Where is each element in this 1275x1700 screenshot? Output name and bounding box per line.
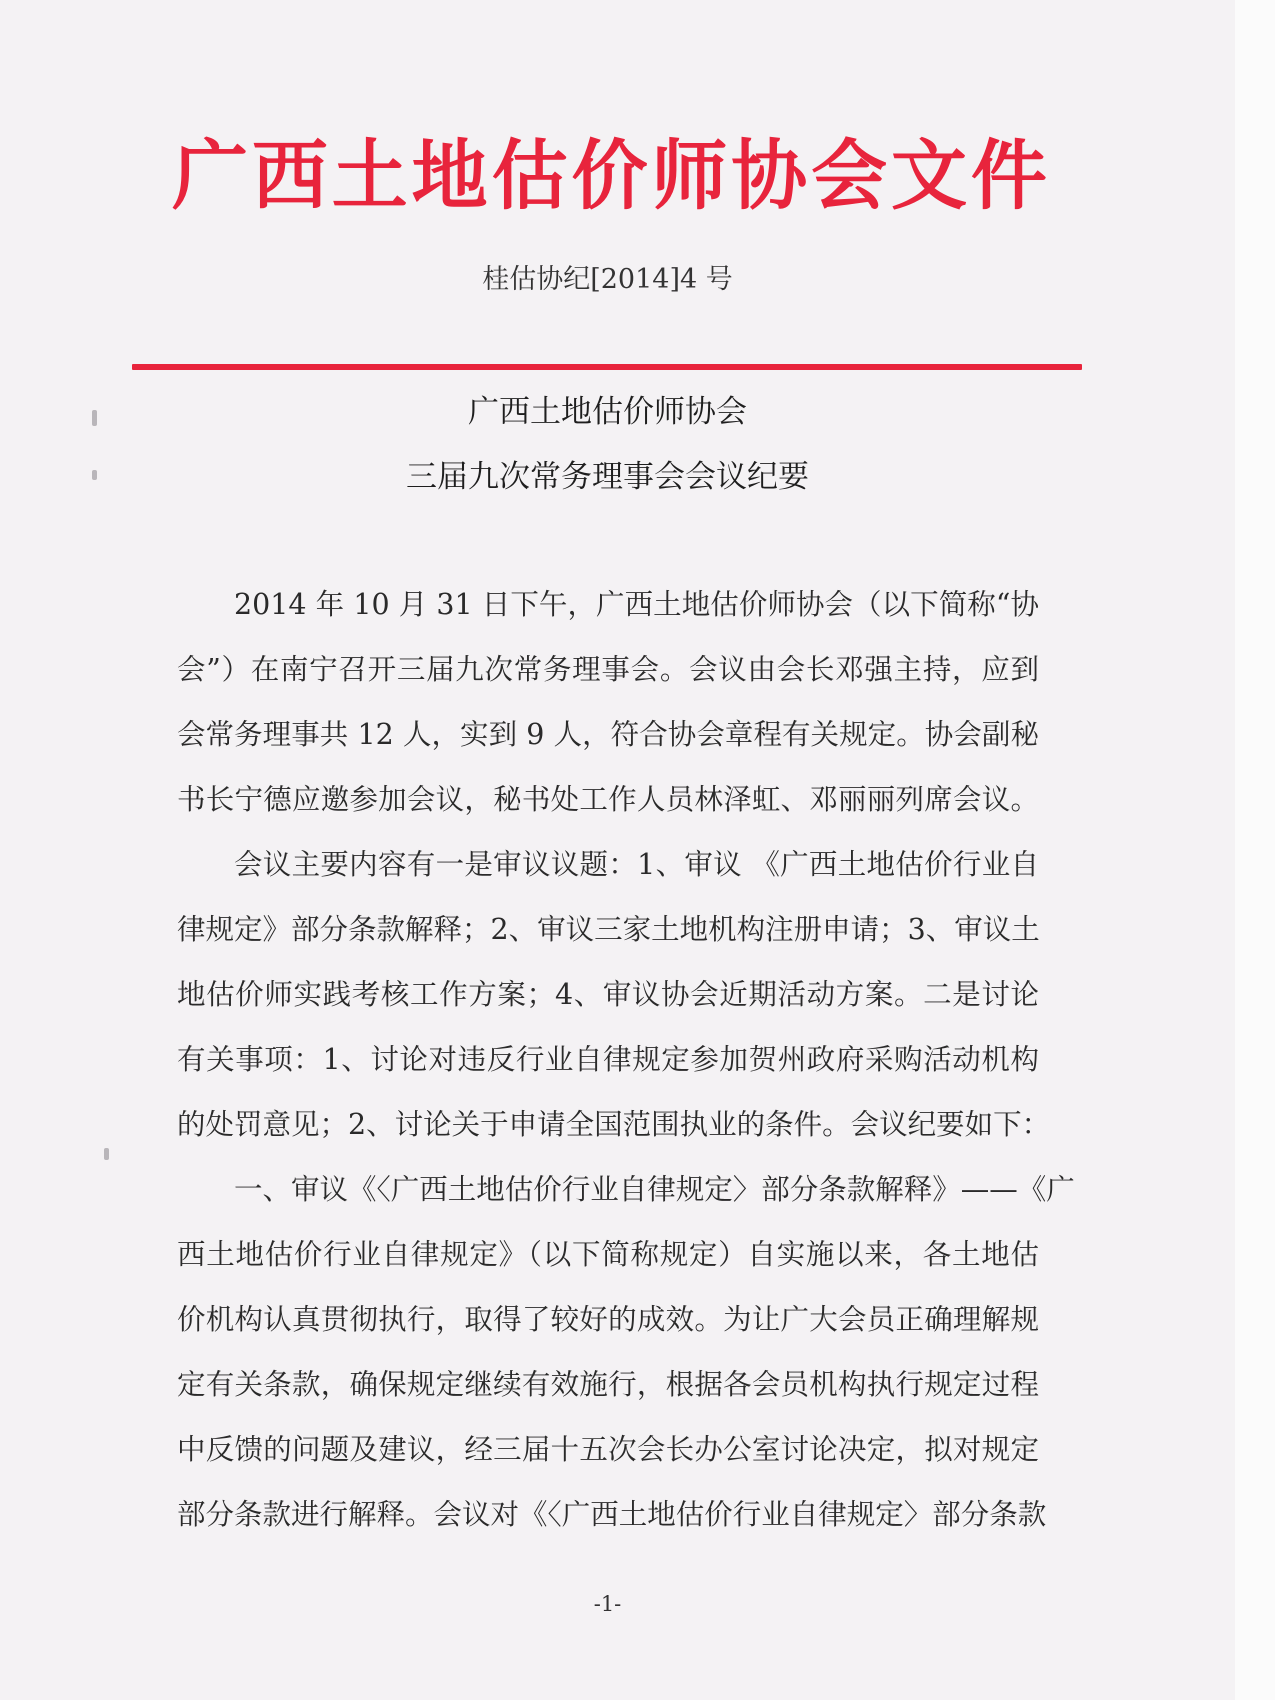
masthead-char: 地: [411, 131, 488, 220]
body-line: 西土地估价行业自律规定》（以下简称规定）自实施以来，各土地估: [177, 1238, 1039, 1271]
masthead-char: 估: [491, 131, 568, 220]
masthead-char: 师: [651, 131, 728, 220]
body-line: 书长宁德应邀参加会议，秘书处工作人员林泽虹、邓丽丽列席会议。: [177, 783, 1039, 816]
masthead-char: 会: [811, 131, 888, 220]
masthead-char: 价: [571, 131, 648, 220]
body-line: 的处罚意见；2、讨论关于申请全国范围执业的条件。会议纪要如下：: [177, 1108, 1051, 1141]
body-line: 会议主要内容有一是审议议题：1、审议 《广西土地估价行业自: [234, 848, 1039, 881]
masthead-char: 土: [331, 131, 408, 220]
masthead-char: 件: [970, 131, 1047, 220]
body-line: 有关事项：1、讨论对违反行业自律规定参加贺州政府采购活动机构: [177, 1043, 1039, 1076]
body-line: 会常务理事共 12 人，实到 9 人，符合协会章程有关规定。协会副秘: [177, 718, 1039, 751]
body-line: 一、审议《〈广西土地估价行业自律规定〉部分条款解释》——《广: [234, 1173, 1075, 1206]
masthead-char: 协: [731, 131, 808, 220]
masthead-char: 广: [172, 131, 248, 220]
body-line: 中反馈的问题及建议，经三届十五次会长办公室讨论决定，拟对规定: [177, 1433, 1039, 1466]
body-line: 律规定》部分条款解释；2、审议三家土地机构注册申请；3、审议土: [177, 913, 1040, 946]
scan-speck: [104, 1148, 109, 1160]
scan-edge: [1235, 0, 1275, 1700]
body-line: 价机构认真贯彻执行，取得了较好的成效。为让广大会员正确理解规: [177, 1303, 1039, 1336]
masthead-char: 文: [891, 131, 968, 220]
body-line: 定有关条款，确保规定继续有效施行，根据各会员机构执行规定过程: [177, 1368, 1039, 1401]
body-line: 地估价师实践考核工作方案；4、审议协会近期活动方案。二是讨论: [177, 978, 1039, 1011]
document-title-line-2: 三届九次常务理事会会议纪要: [406, 459, 809, 495]
body-line: 部分条款进行解释。会议对《〈广西土地估价行业自律规定〉部分条款: [177, 1498, 1047, 1531]
document-title-line-1: 广西土地估价师协会: [468, 394, 747, 430]
body-line: 会”）在南宁召开三届九次常务理事会。会议由会长邓强主持，应到: [177, 653, 1039, 686]
masthead-title: [172, 128, 1047, 224]
document-body: [177, 572, 1075, 1547]
document-number: 桂估协纪[2014]4 号: [482, 264, 733, 295]
masthead-char: 西: [251, 131, 328, 220]
body-line: 2014 年 10 月 31 日下午，广西土地估价师协会（以下简称“协: [234, 588, 1039, 621]
red-divider: [132, 364, 1082, 370]
page-number: -1-: [593, 1592, 622, 1616]
